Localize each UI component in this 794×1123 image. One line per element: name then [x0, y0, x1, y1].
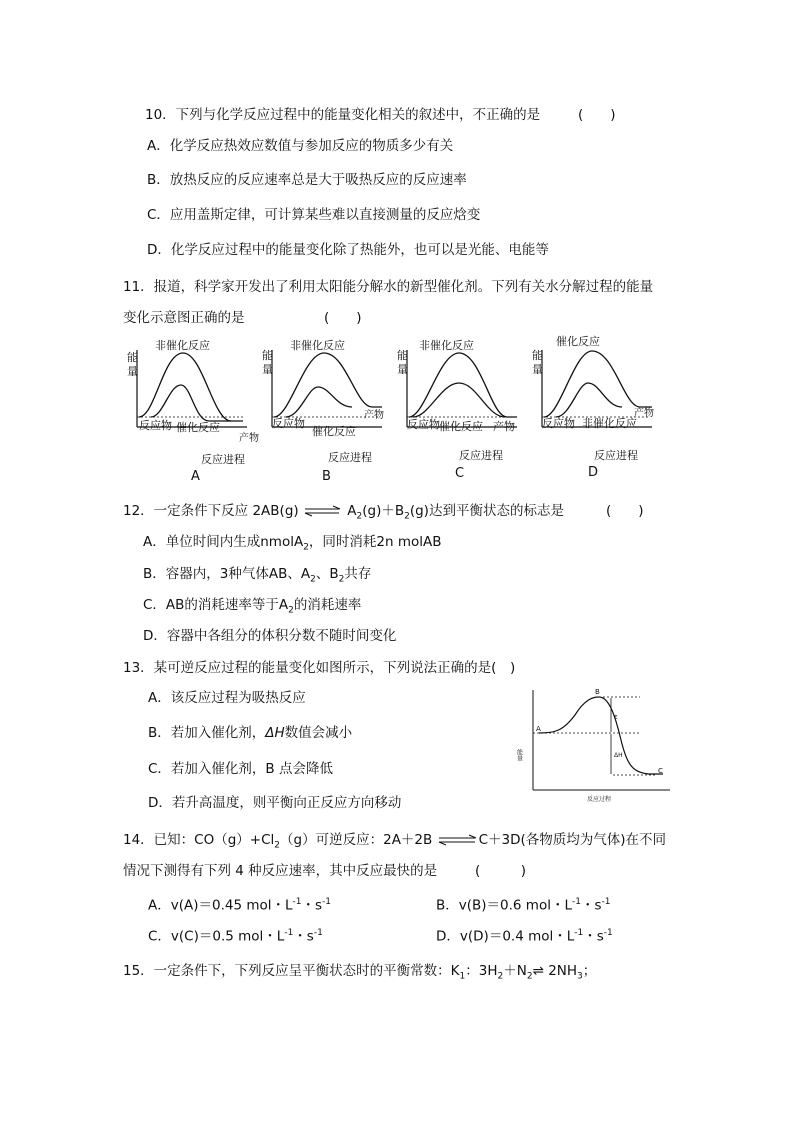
q11-answer-paren: ( ) — [324, 310, 362, 326]
q13-energy-figure — [515, 685, 675, 805]
q11-a-xlabel: 反应进程 — [201, 453, 245, 466]
q14-unit-s: ・s — [301, 897, 323, 914]
q14-option-c-text: C．v(C)＝0.5 mol・L — [148, 928, 285, 945]
q12-option-d: D．容器中各组分的体积分数不随时间变化 — [143, 628, 397, 644]
q15-stem — [123, 962, 596, 986]
q14-stem-line1 — [123, 831, 666, 855]
q11-b-ylabel1: 能 — [262, 349, 273, 362]
q11-d-xlabel: 反应进程 — [594, 449, 638, 462]
q11-c-ylabel2: 量 — [397, 363, 408, 376]
q10-option-c: C．应用盖斯定律，可计算某些难以直接测量的反应焓变 — [147, 207, 481, 223]
q14-stem-b: （g）可逆反应：2A＋2B — [280, 832, 433, 848]
q13-stem: 13．某可逆反应过程的能量变化如图所示，下列说法正确的是( ) — [123, 660, 516, 676]
q11-b-ylabel2: 量 — [262, 363, 273, 376]
q11-b-right-label: 产物 — [364, 410, 384, 421]
q12-sub: 2 — [338, 574, 345, 585]
q11-c-right-label: 产物 — [493, 420, 515, 433]
q13-option-b — [148, 724, 352, 742]
q14-sup: -1 — [601, 897, 611, 907]
q15-stem-b: ：3H — [465, 963, 498, 979]
q11-c-xlabel: 反应进程 — [459, 449, 503, 462]
q14-sup: -1 — [284, 928, 294, 938]
q11-b-top-label: 非催化反应 — [290, 339, 345, 352]
q15-stem-d: ⇌ 2NH — [532, 963, 578, 979]
q11-a-right-label: 产物 — [239, 433, 259, 444]
q12-sub: 2 — [404, 511, 410, 522]
q12-option-b-text3: 共存 — [344, 566, 372, 582]
q15-stem-e: ； — [582, 963, 597, 979]
q14-sup: -1 — [322, 897, 332, 907]
q13-xlabel: 反应过程 — [587, 796, 612, 803]
q11-d-letter: D — [588, 465, 599, 480]
q11-graph-d — [532, 335, 654, 480]
q11-c-low-label: 催化反应 — [439, 420, 483, 433]
q14-sup: -1 — [574, 928, 584, 938]
q11-d-left-label: 反应物 — [542, 417, 575, 430]
q12-sub: 2 — [303, 542, 309, 553]
q14-stem-a: 14．已知：CO（g）+Cl — [123, 832, 275, 848]
q11-graph-c — [397, 338, 517, 481]
q11-a-top-label: 非催化反应 — [155, 339, 210, 352]
q12-stem-c: (g)＋B — [362, 503, 405, 519]
q15-stem-a: 15．一定条件下，下列反应呈平衡状态时的平衡常数：K — [123, 963, 460, 979]
q14-stem-c: C＋3D(各物质均为气体)在不同 — [478, 832, 667, 848]
q15-sub: 2 — [497, 971, 504, 982]
q12-sub: 2 — [356, 511, 363, 522]
q11-c-left-label: 反应物 — [407, 418, 440, 431]
q11-c-ylabel1: 能 — [397, 349, 408, 362]
q14-answer-paren: ( ) — [475, 863, 527, 879]
q11-stem-line2: 变化示意图正确的是 — [123, 310, 245, 326]
q11-b-xlabel: 反应进程 — [328, 451, 372, 464]
q14-sup: -1 — [313, 928, 323, 938]
q14-unit-s: ・s — [583, 928, 604, 945]
q10-option-b: B．放热反应的反应速率总是大于吸热反应的反应速率 — [147, 172, 467, 188]
q13-option-b-text: B．若加入催化剂， — [148, 725, 266, 741]
q12-stem-b: A — [342, 503, 357, 519]
q10-stem: 10．下列与化学反应过程中的能量变化相关的叙述中，不正确的是 — [145, 107, 541, 123]
q13-point-a: A — [536, 725, 541, 733]
q11-c-top-label: 非催化反应 — [419, 339, 474, 352]
q14-unit-s: ・s — [293, 928, 314, 945]
q11-stem-line1: 11．报道，科学家开发出了利用太阳能分解水的新型催化剂。下列有关水分解过程的能量 — [123, 279, 654, 295]
q14-option-d — [436, 924, 613, 946]
q14-sup: -1 — [292, 897, 302, 907]
q11-a-left-label: 反应物 — [139, 419, 172, 432]
q12-sub: 2 — [310, 574, 316, 585]
q12-option-a-text: A．单位时间内生成nmolA — [143, 534, 304, 550]
q13-ylabel: 能量 — [515, 749, 523, 761]
q11-d-ylabel1: 能 — [532, 349, 543, 362]
q11-graph-a — [127, 338, 259, 484]
q13-dh-label: ΔH — [614, 752, 623, 759]
q12-option-a-text2: ，同时消耗2n molAB — [308, 534, 442, 550]
q15-k-sub: 1 — [459, 971, 466, 982]
q13-option-b-dh: ΔH — [265, 725, 285, 741]
q11-b-left-label: 反应物 — [272, 417, 305, 430]
q10-stem-line — [145, 106, 540, 124]
q14-sup: -1 — [572, 897, 581, 907]
q12-stem-a: 12．一定条件下反应 2AB(g) — [123, 503, 299, 519]
q13-option-c: C．若加入催化剂，B 点会降低 — [148, 761, 333, 777]
q12-option-c-text: C．AB的消耗速率等于A — [143, 597, 289, 613]
q15-sub: 2 — [526, 971, 533, 982]
q14-option-d-text: D．v(D)＝0.4 mol・L — [436, 928, 575, 945]
q12-option-b — [143, 565, 371, 589]
q12-option-c-text2: 的消耗速率 — [293, 597, 362, 613]
q10-option-d: D．化学反应过程中的能量变化除了热能外，也可以是光能、电能等 — [147, 242, 549, 258]
q11-d-top-label: 催化反应 — [556, 335, 600, 348]
q11-b-low-label: 催化反应 — [312, 425, 356, 438]
q13-option-d: D．若升高温度，则平衡向正反应方向移动 — [148, 795, 402, 811]
q10-option-a: A．化学反应热效应数值与参加反应的物质多少有关 — [147, 138, 454, 154]
q11-d-right-label: 产物 — [634, 408, 654, 419]
q14-option-a-text: A．v(A)＝0.45 mol・L — [148, 897, 293, 914]
q14-option-a — [148, 893, 331, 915]
q14-stem-line2: 情况下测得有下列 4 种反应速率，其中反应最快的是 — [123, 863, 438, 879]
q12-option-b-text: B．容器内，3种气体AB、A — [143, 566, 311, 582]
q13-point-b: B — [595, 688, 600, 696]
q10-answer-paren: ( ) — [578, 107, 616, 123]
q14-option-b — [436, 893, 611, 915]
q11-graphs — [125, 335, 665, 485]
q14-sub: 2 — [274, 840, 281, 851]
q11-a-ylabel1: 能 — [127, 351, 138, 364]
q12-answer-paren: ( ) — [606, 503, 644, 519]
q14-option-b-text: B．v(B)＝0.6 mol・L — [436, 897, 572, 914]
q11-d-low-label: 非催化反应 — [582, 417, 637, 430]
q12-stem-d: (g)达到平衡状态的标志是 — [409, 503, 564, 519]
q13-epsilon-label: ε — [614, 713, 618, 721]
q11-c-letter: C — [455, 466, 465, 481]
q12-option-c — [143, 596, 361, 620]
q13-option-b-text2: 数值会减小 — [284, 725, 353, 741]
q11-a-ylabel2: 量 — [127, 365, 138, 378]
q13-point-c: C — [658, 767, 663, 775]
q12-stem-line — [123, 502, 564, 526]
equilibrium-arrow-icon — [303, 505, 343, 517]
q12-option-b-text2: 、B — [315, 566, 339, 582]
q12-option-a — [143, 533, 442, 557]
q13-option-a: A．该反应过程为吸热反应 — [148, 690, 306, 706]
q11-b-letter: B — [322, 469, 331, 484]
q11-a-low-label: 催化反应 — [176, 421, 220, 434]
equilibrium-arrow-icon — [437, 834, 479, 846]
q12-sub: 2 — [288, 605, 294, 616]
q11-a-letter: A — [191, 469, 200, 484]
q14-unit-s: ・s — [580, 897, 602, 914]
q15-sub: 3 — [577, 971, 583, 982]
q11-d-ylabel2: 量 — [532, 363, 543, 376]
q11-graph-b — [262, 338, 384, 484]
q14-option-c — [148, 924, 323, 946]
q15-stem-c: ＋N — [503, 963, 527, 979]
q14-sup: -1 — [603, 928, 613, 938]
